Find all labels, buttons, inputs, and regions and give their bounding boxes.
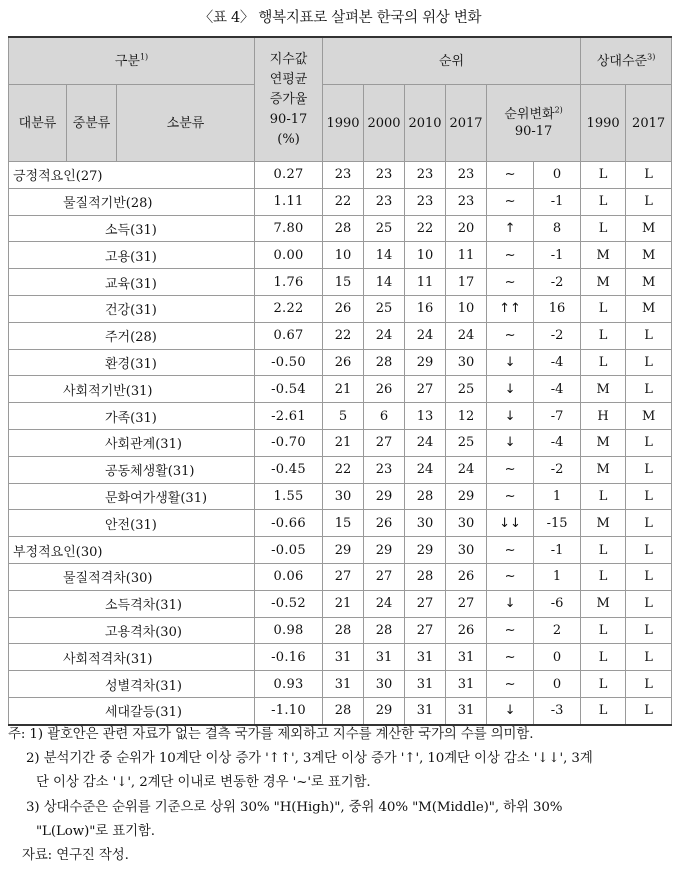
rank-2017-cell: 27 [446, 590, 487, 617]
relative-1990-cell: L [581, 349, 626, 376]
row-label: 환경(31) [9, 349, 255, 376]
rank-2017-cell: 26 [446, 563, 487, 590]
table-body [9, 162, 672, 725]
rank-2010-cell: 29 [405, 349, 446, 376]
relative-1990-cell: M [581, 269, 626, 296]
row-label: 물질적격차(30) [9, 563, 255, 590]
rank-change-value: 0 [534, 162, 581, 189]
relative-1990-cell: L [581, 644, 626, 671]
relative-2017-cell: L [626, 188, 672, 215]
index-growth-cell: -0.52 [255, 590, 323, 617]
rank-change-value: 16 [534, 295, 581, 322]
rank-2010-cell: 16 [405, 295, 446, 322]
rank-1990-cell: 15 [323, 510, 364, 537]
rank-2010-cell: 30 [405, 510, 446, 537]
rank-2000-cell: 24 [364, 322, 405, 349]
rank-1990-cell: 27 [323, 563, 364, 590]
rank-change-value: 0 [534, 671, 581, 698]
relative-2017-cell: L [626, 510, 672, 537]
source-note: 자료: 연구진 작성. [22, 848, 129, 864]
rank-2010-cell: 28 [405, 483, 446, 510]
index-growth-cell: -0.05 [255, 537, 323, 564]
table-row [9, 376, 672, 403]
index-growth-cell: 1.76 [255, 269, 323, 296]
rank-change-arrow: ~ [487, 242, 534, 269]
row-label: 성별격차(31) [9, 671, 255, 698]
rank-1990-cell: 21 [323, 376, 364, 403]
rank-change-value: -3 [534, 697, 581, 724]
index-growth-cell: 0.00 [255, 242, 323, 269]
row-label: 교육(31) [9, 269, 255, 296]
index-growth-cell: 2.22 [255, 295, 323, 322]
relative-2017-cell: L [626, 483, 672, 510]
rank-2000-cell: 23 [364, 188, 405, 215]
header-rank-change: 순위변화$^{2)}$ 90-17 [487, 85, 581, 162]
row-label: 세대갈등(31) [9, 697, 255, 724]
rank-change-arrow: ↓ [487, 590, 534, 617]
rank-change-arrow: ↓ [487, 376, 534, 403]
rank-2010-cell: 23 [405, 162, 446, 189]
relative-2017-cell: L [626, 349, 672, 376]
relative-1990-cell: M [581, 456, 626, 483]
rank-2000-cell: 28 [364, 617, 405, 644]
rank-change-arrow: ~ [487, 617, 534, 644]
table-row [9, 429, 672, 456]
index-growth-cell: -0.66 [255, 510, 323, 537]
relative-2017-cell: L [626, 671, 672, 698]
rank-2017-cell: 17 [446, 269, 487, 296]
rank-2017-cell: 24 [446, 456, 487, 483]
row-label: 소득(31) [9, 215, 255, 242]
rank-2000-cell: 30 [364, 671, 405, 698]
rank-2000-cell: 26 [364, 510, 405, 537]
rank-1990-cell: 23 [323, 162, 364, 189]
rank-2000-cell: 25 [364, 295, 405, 322]
rank-2000-cell: 6 [364, 403, 405, 430]
relative-1990-cell: L [581, 215, 626, 242]
rank-change-arrow: ~ [487, 322, 534, 349]
rank-2000-cell: 29 [364, 483, 405, 510]
relative-1990-cell: M [581, 510, 626, 537]
rank-2010-cell: 13 [405, 403, 446, 430]
relative-2017-cell: L [626, 563, 672, 590]
relative-2017-cell: L [626, 322, 672, 349]
footnote-2: 2) 분석기간 중 순위가 10계단 이상 증가 '↑↑', 3계단 이상 증가 '↑', 10계단 이상 감소 '↓↓', 3계 [26, 751, 593, 767]
row-label: 사회관계(31) [9, 429, 255, 456]
footnote-2-cont: 단 이상 감소 '↓', 2계단 이내로 변동한 경우 '~'로 표기함. [36, 775, 371, 791]
relative-1990-cell: L [581, 537, 626, 564]
rank-2010-cell: 24 [405, 456, 446, 483]
rank-2010-cell: 31 [405, 644, 446, 671]
rank-2010-cell: 31 [405, 671, 446, 698]
rank-change-arrow: ~ [487, 188, 534, 215]
row-label: 안전(31) [9, 510, 255, 537]
header-middle: 중분류 [67, 85, 117, 162]
rank-change-arrow: ~ [487, 456, 534, 483]
row-label: 고용(31) [9, 242, 255, 269]
rank-change-arrow: ↑↑ [487, 295, 534, 322]
index-growth-cell: 0.06 [255, 563, 323, 590]
row-label: 공동체생활(31) [9, 456, 255, 483]
relative-1990-cell: L [581, 563, 626, 590]
relative-2017-cell: M [626, 295, 672, 322]
header-relative-2017: 2017 [626, 85, 672, 162]
index-growth-cell: 0.27 [255, 162, 323, 189]
relative-2017-cell: L [626, 376, 672, 403]
rank-2017-cell: 20 [446, 215, 487, 242]
table-row [9, 563, 672, 590]
header-index-growth: 지수값 연평균 증가율 90-17 (%) [255, 37, 323, 162]
index-growth-cell: 1.55 [255, 483, 323, 510]
index-growth-cell: -0.50 [255, 349, 323, 376]
rank-change-value: -1 [534, 188, 581, 215]
row-label: 소득격차(31) [9, 590, 255, 617]
rank-change-arrow: ↓ [487, 429, 534, 456]
relative-2017-cell: M [626, 403, 672, 430]
rank-2010-cell: 27 [405, 376, 446, 403]
relative-1990-cell: L [581, 697, 626, 724]
header-rank-1990: 1990 [323, 85, 364, 162]
index-growth-cell: 7.80 [255, 215, 323, 242]
rank-change-value: -1 [534, 537, 581, 564]
relative-1990-cell: L [581, 671, 626, 698]
rank-1990-cell: 28 [323, 215, 364, 242]
rank-2010-cell: 24 [405, 429, 446, 456]
rank-1990-cell: 22 [323, 188, 364, 215]
rank-change-arrow: ↓ [487, 349, 534, 376]
rank-2017-cell: 30 [446, 349, 487, 376]
row-label: 사회적기반(31) [9, 376, 255, 403]
rank-change-value: -7 [534, 403, 581, 430]
index-growth-cell: 1.11 [255, 188, 323, 215]
rank-change-arrow: ↓↓ [487, 510, 534, 537]
rank-2017-cell: 24 [446, 322, 487, 349]
row-label: 물질적기반(28) [9, 188, 255, 215]
table-row [9, 403, 672, 430]
relative-2017-cell: L [626, 429, 672, 456]
rank-2010-cell: 29 [405, 537, 446, 564]
rank-change-value: -6 [534, 590, 581, 617]
index-growth-cell: 0.67 [255, 322, 323, 349]
relative-2017-cell: M [626, 269, 672, 296]
table-row [9, 162, 672, 189]
table-row [9, 242, 672, 269]
relative-2017-cell: L [626, 644, 672, 671]
rank-change-value: -4 [534, 376, 581, 403]
rank-1990-cell: 10 [323, 242, 364, 269]
happiness-index-table [8, 36, 672, 726]
rank-2000-cell: 29 [364, 537, 405, 564]
relative-2017-cell: L [626, 617, 672, 644]
rank-2000-cell: 25 [364, 215, 405, 242]
relative-1990-cell: M [581, 242, 626, 269]
rank-2017-cell: 25 [446, 429, 487, 456]
relative-1990-cell: M [581, 376, 626, 403]
rank-1990-cell: 5 [323, 403, 364, 430]
index-growth-cell: 0.98 [255, 617, 323, 644]
header-rank-2000: 2000 [364, 85, 405, 162]
header-rank-2017: 2017 [446, 85, 487, 162]
rank-change-value: 2 [534, 617, 581, 644]
rank-2000-cell: 31 [364, 644, 405, 671]
rank-change-value: 0 [534, 644, 581, 671]
row-label: 주거(28) [9, 322, 255, 349]
rank-change-arrow: ~ [487, 269, 534, 296]
rank-2000-cell: 24 [364, 590, 405, 617]
table-row [9, 349, 672, 376]
index-growth-cell: -1.10 [255, 697, 323, 724]
rank-2000-cell: 14 [364, 269, 405, 296]
rank-change-arrow: ~ [487, 537, 534, 564]
table-row [9, 456, 672, 483]
relative-1990-cell: H [581, 403, 626, 430]
rank-2000-cell: 27 [364, 563, 405, 590]
relative-2017-cell: M [626, 215, 672, 242]
rank-2017-cell: 31 [446, 644, 487, 671]
relative-2017-cell: L [626, 162, 672, 189]
rank-change-value: -2 [534, 322, 581, 349]
rank-2010-cell: 28 [405, 563, 446, 590]
table-row [9, 697, 672, 724]
table-row [9, 295, 672, 322]
rank-change-value: -2 [534, 269, 581, 296]
rank-1990-cell: 30 [323, 483, 364, 510]
rank-2017-cell: 23 [446, 188, 487, 215]
rank-change-arrow: ↓ [487, 403, 534, 430]
header-gubun: 구분$^{1)}$ [9, 37, 255, 85]
header-relative-1990: 1990 [581, 85, 626, 162]
rank-2010-cell: 31 [405, 697, 446, 724]
header-minor: 소분류 [117, 85, 255, 162]
row-label: 사회적격차(31) [9, 644, 255, 671]
table-row [9, 537, 672, 564]
table-row [9, 590, 672, 617]
rank-change-arrow: ~ [487, 671, 534, 698]
relative-2017-cell: L [626, 590, 672, 617]
relative-1990-cell: L [581, 322, 626, 349]
rank-2000-cell: 29 [364, 697, 405, 724]
rank-2000-cell: 28 [364, 349, 405, 376]
header-relative-level: 상대수준$^{3)}$ [581, 37, 672, 85]
table-row [9, 483, 672, 510]
rank-change-arrow: ~ [487, 563, 534, 590]
rank-change-arrow: ~ [487, 483, 534, 510]
rank-change-value: -1 [534, 242, 581, 269]
relative-2017-cell: L [626, 697, 672, 724]
rank-2017-cell: 30 [446, 537, 487, 564]
table-row [9, 269, 672, 296]
row-label: 고용격차(30) [9, 617, 255, 644]
rank-2017-cell: 25 [446, 376, 487, 403]
relative-1990-cell: M [581, 590, 626, 617]
rank-change-value: 1 [534, 483, 581, 510]
index-growth-cell: -0.54 [255, 376, 323, 403]
rank-1990-cell: 31 [323, 671, 364, 698]
rank-1990-cell: 22 [323, 322, 364, 349]
row-label: 건강(31) [9, 295, 255, 322]
rank-change-arrow: ~ [487, 162, 534, 189]
index-growth-cell: -2.61 [255, 403, 323, 430]
rank-2017-cell: 23 [446, 162, 487, 189]
rank-2017-cell: 30 [446, 510, 487, 537]
rank-change-arrow: ↑ [487, 215, 534, 242]
rank-1990-cell: 22 [323, 456, 364, 483]
relative-1990-cell: M [581, 429, 626, 456]
footnote-3-cont: "L(Low)"로 표기함. [36, 823, 155, 839]
rank-1990-cell: 31 [323, 644, 364, 671]
rank-change-value: -4 [534, 349, 581, 376]
table-row [9, 215, 672, 242]
rank-1990-cell: 29 [323, 537, 364, 564]
rank-1990-cell: 26 [323, 295, 364, 322]
rank-1990-cell: 28 [323, 697, 364, 724]
rank-2000-cell: 27 [364, 429, 405, 456]
relative-2017-cell: M [626, 242, 672, 269]
rank-2000-cell: 23 [364, 162, 405, 189]
rank-2017-cell: 26 [446, 617, 487, 644]
table-row [9, 644, 672, 671]
rank-1990-cell: 21 [323, 429, 364, 456]
rank-2000-cell: 23 [364, 456, 405, 483]
relative-1990-cell: L [581, 162, 626, 189]
row-label: 문화여가생활(31) [9, 483, 255, 510]
index-growth-cell: -0.45 [255, 456, 323, 483]
rank-2017-cell: 12 [446, 403, 487, 430]
relative-1990-cell: L [581, 188, 626, 215]
relative-2017-cell: L [626, 456, 672, 483]
relative-2017-cell: L [626, 537, 672, 564]
table-row [9, 510, 672, 537]
rank-2010-cell: 24 [405, 322, 446, 349]
footnote-1: 주: 1) 괄호안은 관련 자료가 없는 결측 국가를 제외하고 지수를 계산한 국가의 수를 의미함. [8, 727, 534, 742]
rank-2000-cell: 14 [364, 242, 405, 269]
row-label: 부정적요인(30) [9, 537, 255, 564]
rank-1990-cell: 28 [323, 617, 364, 644]
rank-2017-cell: 11 [446, 242, 487, 269]
row-label: 가족(31) [9, 403, 255, 430]
header-major: 대분류 [9, 85, 67, 162]
relative-1990-cell: L [581, 483, 626, 510]
rank-change-value: -2 [534, 456, 581, 483]
rank-2010-cell: 27 [405, 617, 446, 644]
relative-1990-cell: L [581, 295, 626, 322]
rank-2010-cell: 10 [405, 242, 446, 269]
index-growth-cell: 0.93 [255, 671, 323, 698]
header-rank: 순위 [323, 37, 581, 85]
table-row [9, 188, 672, 215]
rank-2017-cell: 29 [446, 483, 487, 510]
rank-2010-cell: 11 [405, 269, 446, 296]
rank-change-value: -4 [534, 429, 581, 456]
rank-change-arrow: ↓ [487, 697, 534, 724]
table-row [9, 671, 672, 698]
rank-change-value: 8 [534, 215, 581, 242]
index-growth-cell: -0.70 [255, 429, 323, 456]
rank-change-value: -15 [534, 510, 581, 537]
rank-2010-cell: 22 [405, 215, 446, 242]
rank-2017-cell: 31 [446, 671, 487, 698]
table-title: 〈표 4〉 행복지표로 살펴본 한국의 위상 변화 [198, 10, 482, 26]
rank-change-arrow: ~ [487, 644, 534, 671]
index-growth-cell: -0.16 [255, 644, 323, 671]
row-label: 긍정적요인(27) [9, 162, 255, 189]
rank-change-value: 1 [534, 563, 581, 590]
rank-2017-cell: 10 [446, 295, 487, 322]
footnotes [8, 723, 672, 868]
table-row [9, 322, 672, 349]
rank-2010-cell: 27 [405, 590, 446, 617]
rank-1990-cell: 21 [323, 590, 364, 617]
footnote-3: 3) 상대수준은 순위를 기준으로 상위 30% "H(High)", 중위 40% "M(Middle)", 하위 30% [26, 799, 563, 815]
table-row [9, 617, 672, 644]
rank-2010-cell: 23 [405, 188, 446, 215]
rank-2017-cell: 31 [446, 697, 487, 724]
rank-2000-cell: 26 [364, 376, 405, 403]
rank-1990-cell: 26 [323, 349, 364, 376]
rank-1990-cell: 15 [323, 269, 364, 296]
header-rank-2010: 2010 [405, 85, 446, 162]
relative-1990-cell: L [581, 617, 626, 644]
